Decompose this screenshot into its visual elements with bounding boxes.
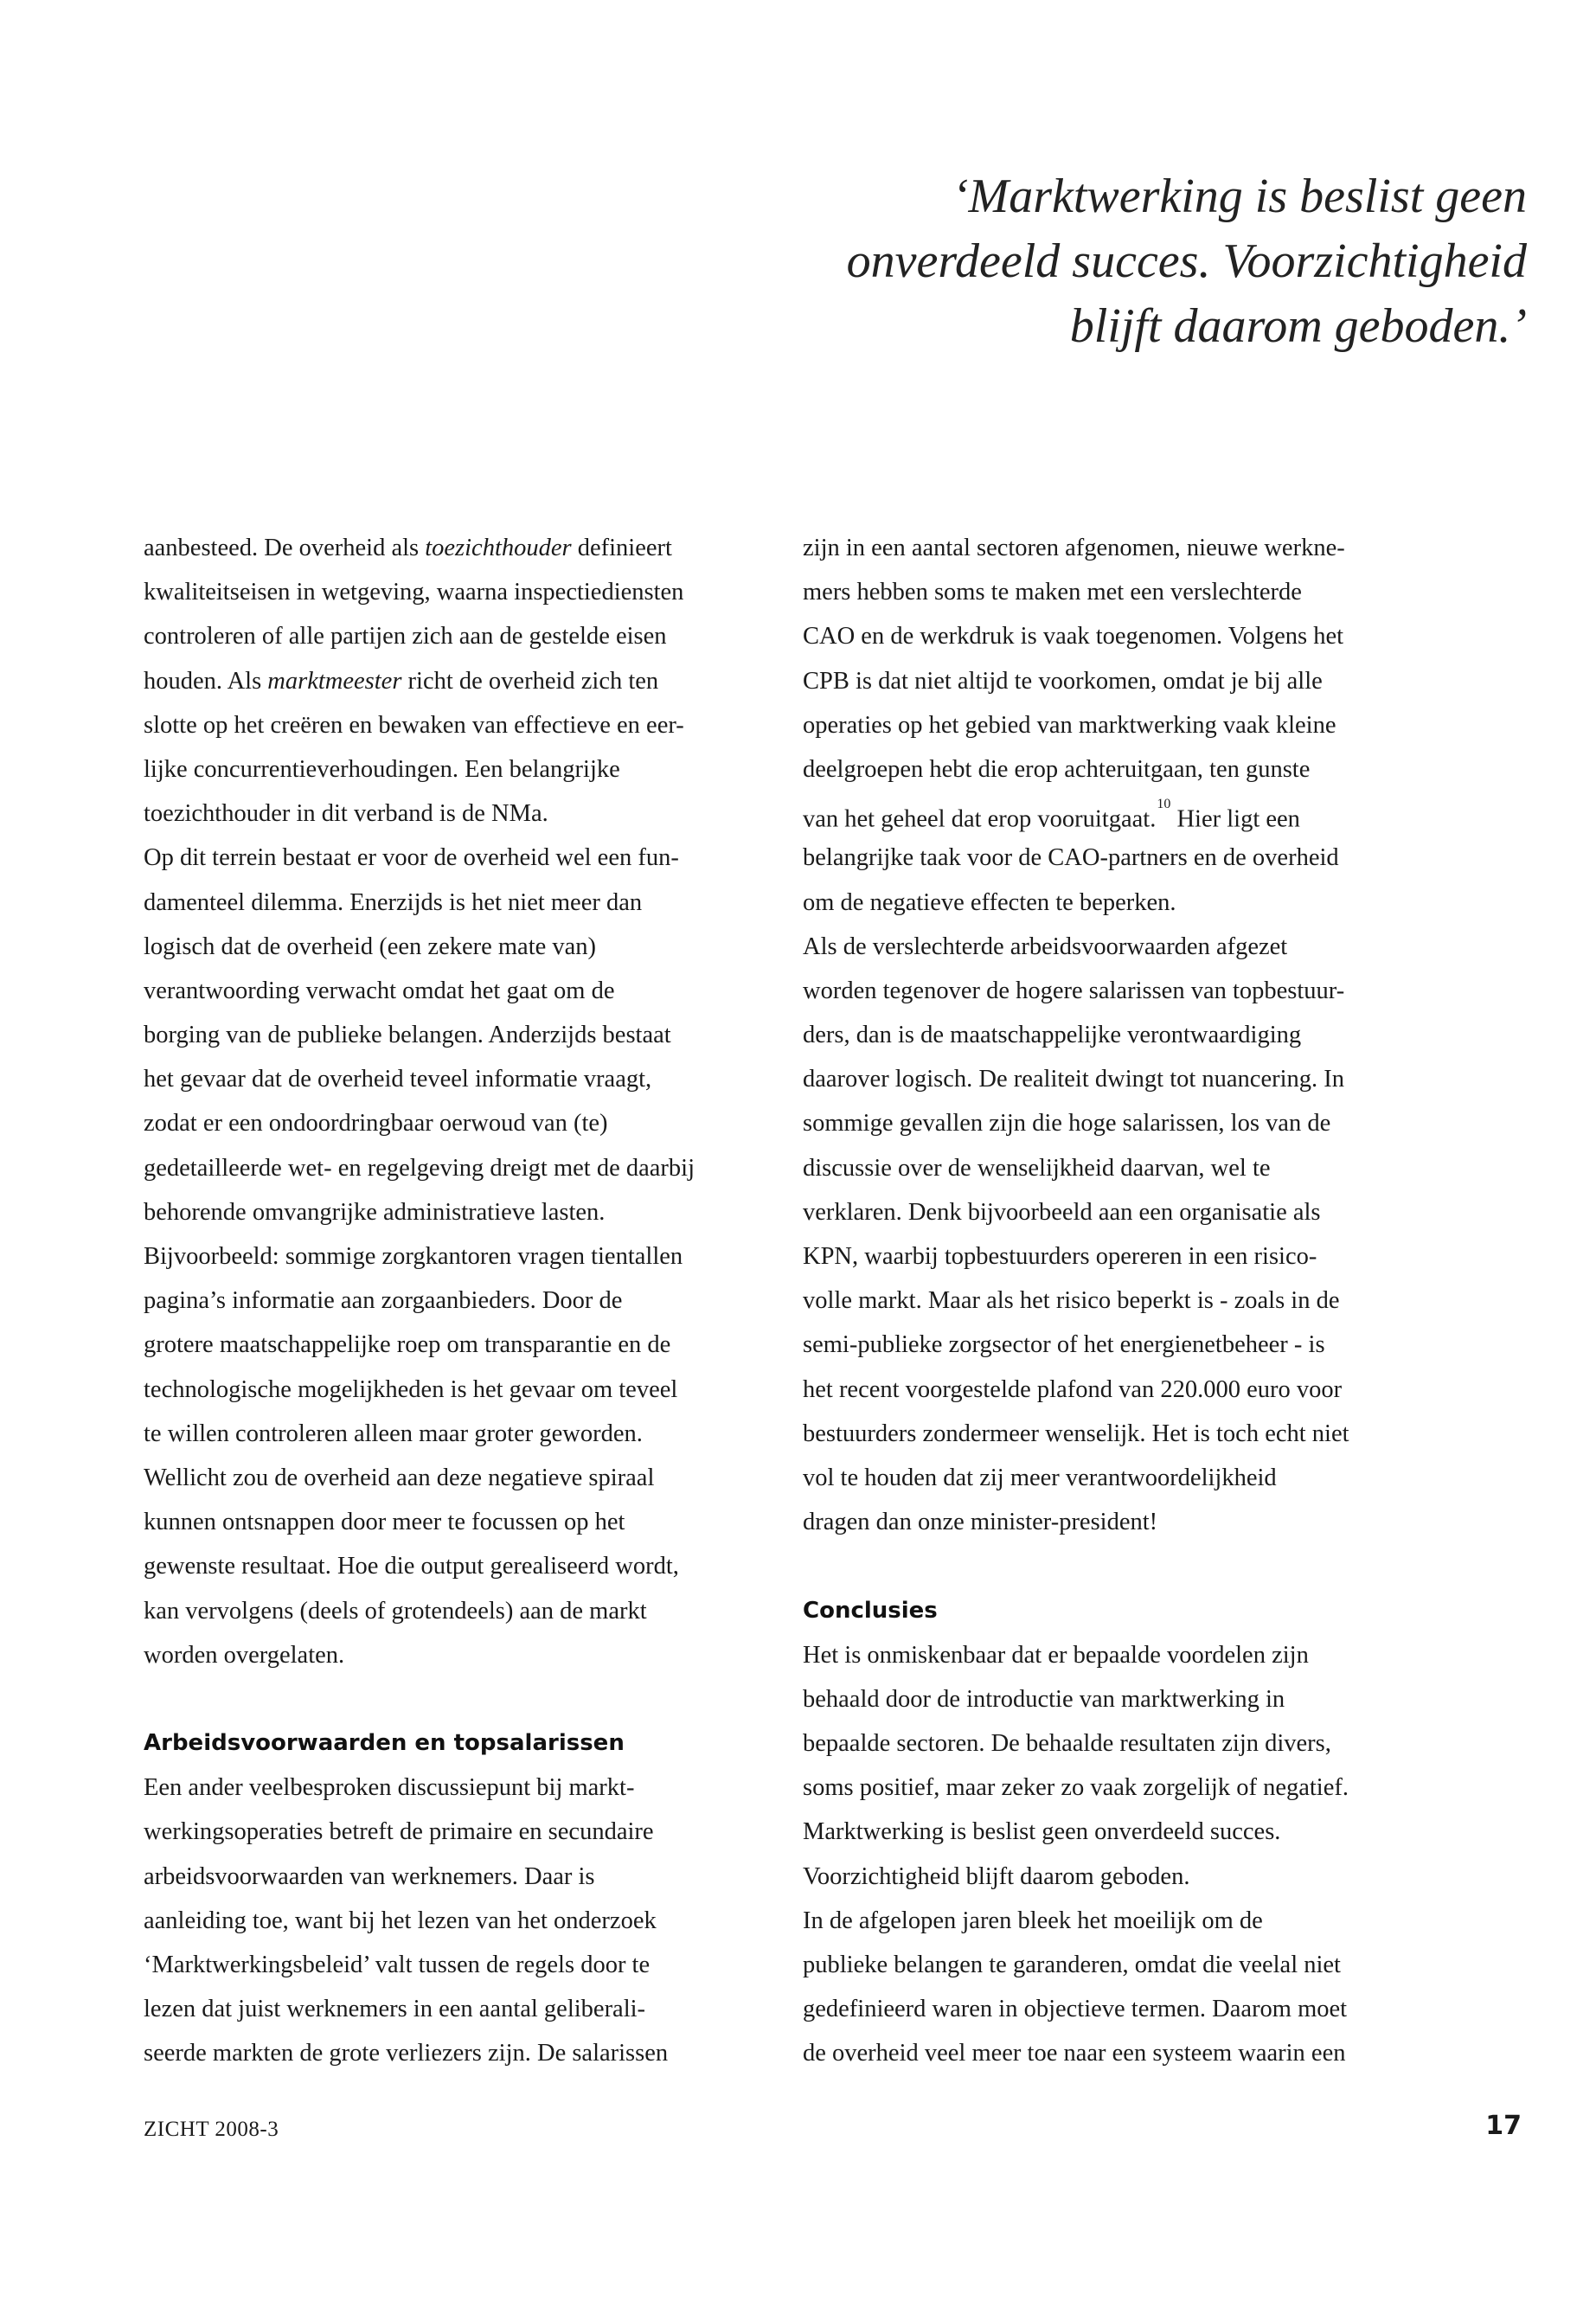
text-line: worden overgelaten.: [144, 1641, 345, 1669]
text-line: seerde markten de grote verliezers zijn. De salarissen: [144, 2040, 669, 2067]
text-line: aanbesteed. De overheid als toezichthouder definieert: [144, 535, 672, 561]
text-line: bepaalde sectoren. De behaalde resultaten zijn divers,: [803, 1730, 1331, 1758]
text-line: dragen dan onze minister-president!: [803, 1509, 1158, 1536]
text-line: ders, dan is de maatschappelijke verontwaardiging: [803, 1022, 1302, 1049]
section-heading: Arbeidsvoorwaarden en topsalarissen: [144, 1730, 625, 1757]
pull-quote-line: ‘Marktwerking is beslist geen: [952, 170, 1527, 223]
text-line: verklaren. Denk bijvoorbeeld aan een organisatie als: [803, 1198, 1321, 1226]
text-line: mers hebben soms te maken met een verslechterde: [803, 579, 1302, 606]
pull-quote-line: onverdeeld succes. Voorzichtigheid: [846, 234, 1527, 289]
text-line: de overheid veel meer toe naar een systeem waarin een: [803, 2040, 1346, 2067]
text-line: technologische mogelijkheden is het gevaar om teveel: [144, 1375, 678, 1403]
text-line: behaald door de introductie van marktwerking in: [803, 1685, 1285, 1713]
text-line: publieke belangen te garanderen, omdat die veelal niet: [803, 1952, 1341, 1978]
text-line: discussie over de wenselijkheid daarvan, wel te: [803, 1154, 1271, 1182]
text-line: Voorzichtigheid blijft daarom geboden.: [803, 1862, 1190, 1890]
text-line: borging van de publieke belangen. Anderzijds bestaat: [144, 1022, 671, 1049]
text-line: het gevaar dat de overheid teveel informatie vraagt,: [144, 1066, 652, 1093]
paragraph-top-salaries: [803, 925, 1426, 1545]
pull-quote: [779, 164, 1527, 359]
publication-name: ZICHT 2008-3: [144, 2118, 279, 2141]
text-line: toezichthouder in dit verband is de NMa.: [144, 800, 548, 828]
text-line: lezen dat juist werknemers in een aantal geliberali-: [144, 1996, 646, 2023]
text-line: behorende omvangrijke administratieve lasten.: [144, 1198, 606, 1226]
text-line: verantwoording verwacht omdat het gaat om de: [144, 977, 615, 1004]
paragraph-public-interests: [803, 1899, 1426, 2076]
text-line: zijn in een aantal sectoren afgenomen, nieuwe werkne-: [803, 535, 1345, 561]
pull-quote-line: blijft daarom geboden.’: [1069, 299, 1527, 354]
text-line: het recent voorgestelde plafond van 220.000 euro voor: [803, 1375, 1343, 1403]
text-line: daarover logisch. De realiteit dwingt tot nuancering. In: [803, 1066, 1344, 1093]
text-line: kwaliteitseisen in wetgeving, waarna inspectiediensten: [144, 579, 684, 606]
footnote-marker[interactable]: 10: [1157, 797, 1171, 812]
text-line: pagina’s informatie aan zorgaanbieders. Door de: [144, 1287, 623, 1315]
text-line: CPB is dat niet altijd te voorkomen, omdat je bij alle: [803, 667, 1323, 695]
text-line: semi-publieke zorgsector of het energienetbeheer - is: [803, 1331, 1325, 1359]
text-line: Op dit terrein bestaat er voor de overheid wel een fun-: [144, 844, 679, 872]
text-line: belangrijke taak voor de CAO-partners en de overheid: [803, 844, 1339, 872]
text-line: kan vervolgens (deels of grotendeels) aan de markt: [144, 1597, 647, 1625]
text-line: ‘Marktwerkingsbeleid’ valt tussen de regels door te: [144, 1952, 651, 1978]
text-line: werkingsoperaties betreft de primaire en secundaire: [144, 1818, 654, 1846]
text-line: soms positief, maar zeker zo vaak zorgelijk of negatief.: [803, 1774, 1349, 1802]
text-line: gedefinieerd waren in objectieve termen. Daarom moet: [803, 1996, 1348, 2023]
emphasis-term: toezichthouder: [425, 535, 572, 561]
paragraph-working-conditions: [144, 1766, 766, 2075]
text-line: vol te houden dat zij meer verantwoordelijkheid: [803, 1464, 1277, 1491]
text-line: om de negatieve effecten te beperken.: [803, 888, 1176, 916]
text-line: grotere maatschappelijke roep om transparantie en de: [144, 1331, 671, 1359]
text-line: te willen controleren alleen maar groter geworden.: [144, 1420, 643, 1447]
text-line: damenteel dilemma. Enerzijds is het niet meer dan: [144, 888, 643, 916]
text-line: worden tegenover de hogere salarissen van topbestuur-: [803, 977, 1345, 1004]
text-line: operaties op het gebied van marktwerking vaak kleine: [803, 711, 1336, 739]
text-line: Als de verslechterde arbeidsvoorwaarden afgezet: [803, 933, 1288, 960]
paragraph-conclusions: [803, 1633, 1426, 1899]
text-line: van het geheel dat erop vooruitgaat.$^{10}$ Hier ligt een: [803, 797, 1300, 833]
left-column: [144, 526, 766, 2076]
text-line: Bijvoorbeeld: sommige zorgkantoren vragen tientallen: [144, 1243, 683, 1270]
text-line: CAO en de werkdruk is vaak toegenomen. Volgens het: [803, 623, 1344, 651]
paragraph-spacer: [144, 1677, 766, 1721]
paragraph-spacer: [803, 1544, 1426, 1588]
text-line: controleren of alle partijen zich aan de gestelde eisen: [144, 623, 667, 651]
text-line: kunnen ontsnappen door meer te focussen op het: [144, 1509, 625, 1536]
paragraph-dilemma: [144, 836, 766, 1677]
text-line: Wellicht zou de overheid aan deze negatieve spiraal: [144, 1464, 655, 1491]
text-line: Het is onmiskenbaar dat er bepaalde voordelen zijn: [803, 1641, 1309, 1669]
emphasis-term: marktmeester: [267, 667, 402, 695]
paragraph-intro: [144, 526, 766, 836]
text-line: Een ander veelbesproken discussiepunt bij markt-: [144, 1774, 635, 1802]
text-line: arbeidsvoorwaarden van werknemers. Daar is: [144, 1862, 595, 1890]
section-heading: Conclusies: [803, 1597, 938, 1624]
text-line: KPN, waarbij topbestuurders opereren in een risico-: [803, 1243, 1317, 1270]
text-line: volle markt. Maar als het risico beperkt is - zoals in de: [803, 1287, 1340, 1315]
right-column: [803, 526, 1426, 2076]
text-line: Marktwerking is beslist geen onverdeeld succes.: [803, 1818, 1281, 1846]
text-line: logisch dat de overheid (een zekere mate van): [144, 933, 597, 960]
paragraph-salaries: [803, 526, 1426, 925]
text-line: deelgroepen hebt die erop achteruitgaan, ten gunste: [803, 755, 1311, 783]
text-line: sommige gevallen zijn die hoge salarissen, los van de: [803, 1110, 1331, 1138]
text-line: aanleiding toe, want bij het lezen van het onderzoek: [144, 1907, 657, 1934]
text-line: houden. Als marktmeester richt de overheid zich ten: [144, 667, 659, 695]
text-line: zodat er een ondoordringbaar oerwoud van (te): [144, 1110, 608, 1138]
text-line: lijke concurrentieverhoudingen. Een belangrijke: [144, 755, 620, 783]
page-number: 17: [1485, 2111, 1522, 2141]
text-line: gedetailleerde wet- en regelgeving dreigt met de daarbij: [144, 1154, 695, 1182]
text-line: In de afgelopen jaren bleek het moeilijk om de: [803, 1907, 1263, 1934]
text-line: bestuurders zondermeer wenselijk. Het is toch echt niet: [803, 1420, 1349, 1447]
text-line: gewenste resultaat. Hoe die output gerealiseerd wordt,: [144, 1553, 679, 1580]
text-line: slotte op het creëren en bewaken van effectieve en eer-: [144, 711, 684, 739]
